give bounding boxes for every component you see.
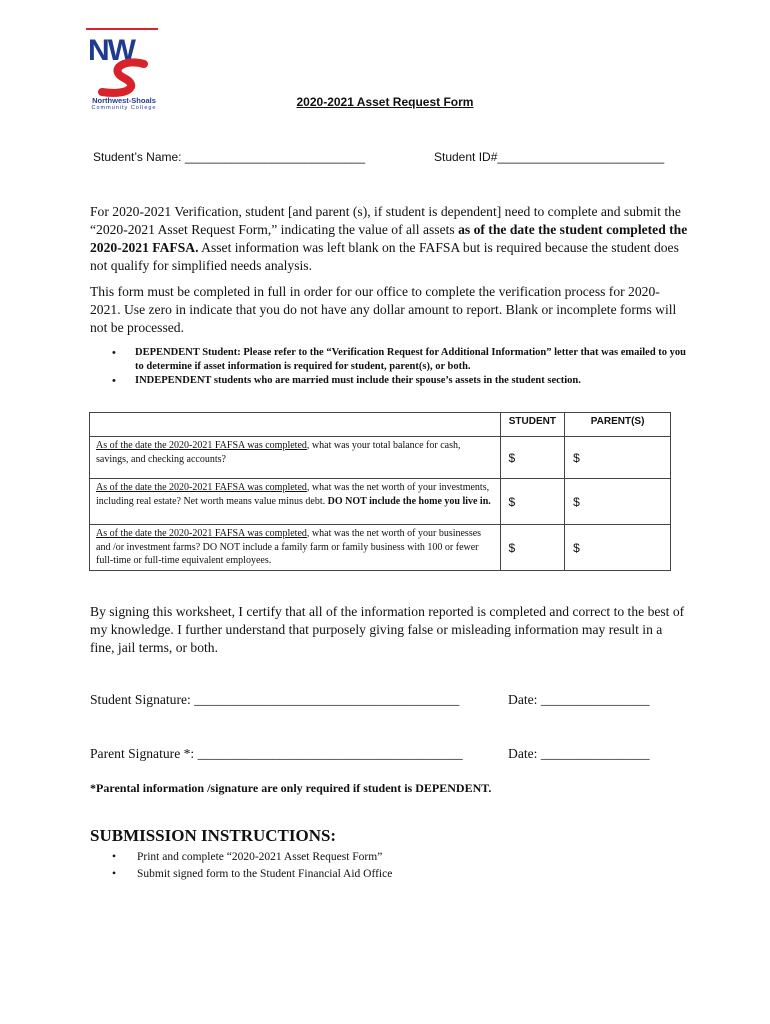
form-title: 2020-2021 Asset Request Form	[296, 95, 474, 109]
logo-college-name: Northwest-Shoals	[92, 96, 156, 105]
table-header-blank	[90, 413, 501, 437]
submission-heading: SUBMISSION INSTRUCTIONS:	[90, 826, 337, 845]
certification-paragraph: By signing this worksheet, I certify that all of the information reported is completed and correct to the best of my knowledge. I further understand that purposely giving false or misleading information may result in a fine, jail terms, or both.	[90, 604, 685, 655]
intro-emphasis: as of the date the student completed the 2020-2021 FAFSA.	[90, 222, 688, 255]
bullet-dependent: • DEPENDENT Student: Please refer to the “Verification Request for Additional Information” letter that was emailed to you to determine if asset information is required for student, parent(s), or both.	[112, 347, 687, 372]
student-amount-cash[interactable]: $	[500, 437, 565, 479]
table-row	[90, 437, 671, 479]
student-date-field[interactable]: Date: ________________	[508, 692, 650, 707]
column-header-parent: PARENT(S)	[565, 413, 671, 437]
student-amount-businesses[interactable]: $	[500, 525, 565, 571]
parent-amount-businesses[interactable]: $	[565, 525, 671, 571]
intro-paragraph: For 2020-2021 Verification, student [and parent (s), if student is dependent] need to complete and submit the “2020-2021 Asset Request Form,” indicating the value of all assets as of the date the student completed the 2020-2021 FAFSA. Asset information was left blank on the FAFSA but is required because the student does not qualify for simplified needs analysis.	[90, 204, 688, 273]
parent-date-field[interactable]: Date: ________________	[508, 746, 650, 761]
logo-college-subname: Community College	[91, 105, 157, 111]
student-amount-investments[interactable]: $	[500, 479, 565, 525]
parent-signature-field[interactable]: Parent Signature *: _______________________________________	[90, 746, 463, 761]
svg-text:NW: NW	[88, 34, 134, 67]
list-item: • Submit signed form to the Student Financial Aid Office	[112, 868, 393, 880]
table-row	[90, 525, 671, 571]
submission-list	[90, 849, 392, 883]
question-businesses: As of the date the 2020-2021 FAFSA was completed, what was the net worth of your businesses and /or investment farms? DO NOT include a family farm or family business with 100 or fewer full-time or full-time equivalent employees.	[90, 525, 501, 571]
instructions-paragraph: This form must be completed in full in order for our office to complete the verification process for 2020-2021. Use zero in indicate that you do not have any dollar amount to report. Blank or incomplete forms will not be processed.	[90, 284, 677, 335]
table-row	[90, 479, 671, 525]
question-investments: As of the date the 2020-2021 FAFSA was completed, what was the net worth of your investments, including real estate? Net worth means value minus debt. DO NOT include the home you live in.	[90, 479, 501, 525]
requirement-bullets	[90, 346, 690, 388]
parental-note: *Parental information /signature are only required if student is DEPENDENT.	[90, 781, 492, 795]
parent-amount-cash[interactable]: $	[565, 437, 671, 479]
parent-amount-investments[interactable]: $	[565, 479, 671, 525]
asset-table	[89, 412, 671, 571]
student-name-field[interactable]: Student’s Name: ___________________________	[93, 150, 366, 164]
student-id-field[interactable]: Student ID#_________________________	[434, 150, 665, 164]
student-signature-field[interactable]: Student Signature: _______________________________________	[90, 692, 460, 707]
table-header-row	[90, 413, 671, 437]
question-cash: As of the date the 2020-2021 FAFSA was completed, what was your total balance for cash, savings, and checking accounts?	[90, 437, 501, 479]
list-item: • Print and complete “2020-2021 Asset Request Form”	[112, 851, 383, 863]
bullet-independent: • INDEPENDENT students who are married must include their spouse’s assets in the student section.	[112, 375, 581, 387]
column-header-student: STUDENT	[500, 413, 565, 437]
